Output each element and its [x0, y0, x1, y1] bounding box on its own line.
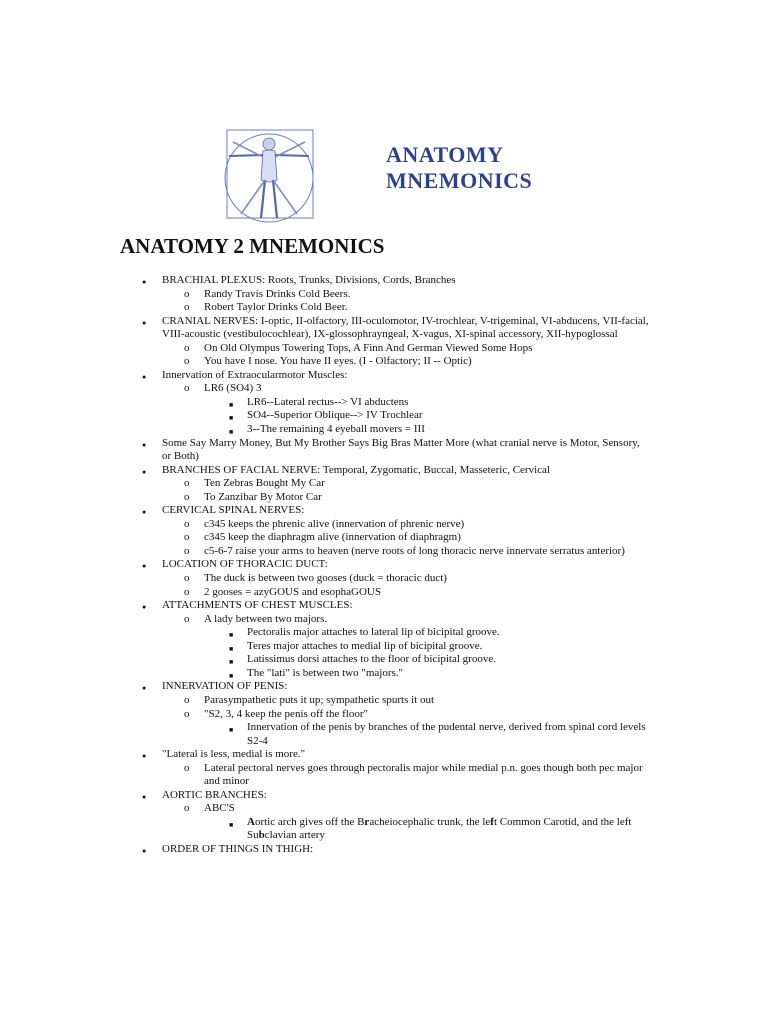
list-item-level-2 [0, 572, 768, 586]
bullet-marker: o [184, 341, 190, 354]
bullet-marker: o [184, 531, 190, 544]
bullet-marker: ■ [229, 414, 234, 423]
list-item-level-1 [0, 464, 768, 478]
list-item-text: c345 keeps the phrenic alive (innervation of phrenic nerve) [204, 517, 465, 530]
list-item-text: 3--The remaining 4 eyeball movers = III [247, 423, 425, 436]
list-item-level-3 [0, 396, 768, 410]
list-item-text: Ten Zebras Bought My Car [204, 477, 325, 490]
list-item-text: CERVICAL SPINAL NERVES: [162, 504, 305, 517]
list-item-level-1 [0, 680, 768, 694]
bullet-marker: o [184, 585, 190, 598]
list-item-text: ORDER OF THINGS IN THIGH: [162, 842, 314, 855]
bullet-marker: o [184, 612, 190, 625]
list-item-level-2 [0, 342, 768, 356]
list-item-level-2 [0, 613, 768, 627]
list-item-level-1 [0, 748, 768, 762]
bullet-marker: ● [142, 372, 147, 381]
list-item-text: c345 keep the diaphragm alive (innervation of diaphragm) [204, 531, 461, 544]
list-item-text: The "lati" is between two "majors." [247, 666, 404, 679]
list-item-text: c5-6-7 raise your arms to heaven (nerve roots of long thoracic nerve innervate serratus anterior) [204, 544, 625, 557]
bullet-marker: o [184, 572, 190, 585]
list-item-level-3 [0, 409, 768, 423]
bullet-marker: ● [142, 846, 147, 855]
list-item-level-2 [0, 545, 768, 559]
list-item-text: Parasympathetic puts it up; sympathetic spurts it out [204, 693, 435, 706]
list-item-level-2 [0, 762, 768, 789]
list-item-level-1 [0, 504, 768, 518]
list-item-level-1 [0, 558, 768, 572]
list-item-text: Aortic arch gives off the Bracheiocephalic trunk, the left Common Carotid, and the left Subclavian artery [247, 815, 632, 842]
list-item-level-3 [0, 667, 768, 681]
list-item-level-2 [0, 382, 768, 396]
list-item-text: "Lateral is less, medial is more." [162, 748, 306, 761]
bullet-marker: ■ [229, 671, 234, 680]
list-item-text: AORTIC BRANCHES: [162, 788, 267, 801]
list-item-level-1 [0, 599, 768, 613]
bullet-marker: ● [142, 603, 147, 612]
list-item-text: BRACHIAL PLEXUS: Roots, Trunks, Divisions, Cords, Branches [162, 274, 456, 286]
list-item-level-2 [0, 288, 768, 302]
list-item-text: The duck is between two gooses (duck = thoracic duct) [204, 572, 447, 585]
bullet-marker: o [184, 287, 190, 300]
list-item-text: INNERVATION OF PENIS: [162, 680, 288, 693]
list-item-level-3 [0, 653, 768, 667]
list-item-level-2 [0, 586, 768, 600]
bullet-marker: o [184, 301, 190, 314]
list-item-text: BRANCHES OF FACIAL NERVE: Temporal, Zygomatic, Buccal, Masseteric, Cervical [162, 463, 550, 476]
list-item-level-2 [0, 708, 768, 722]
mnemonic-list [0, 274, 768, 857]
bullet-marker: o [184, 490, 190, 503]
bullet-marker: ■ [229, 428, 234, 437]
list-item-text: Innervation of Extraocularmotor Muscles: [162, 368, 348, 381]
list-item-text: LR6--Lateral rectus--> VI abductens [247, 395, 409, 408]
bullet-marker: ■ [229, 726, 234, 735]
list-item-level-1 [0, 437, 768, 464]
list-item-level-2 [0, 694, 768, 708]
list-item-text: A lady between two majors. [204, 612, 328, 625]
list-item-text: Teres major attaches to medial lip of bicipital groove. [247, 639, 483, 652]
list-item-text: Robert Taylor Drinks Cold Beer. [204, 301, 348, 314]
bullet-marker: o [184, 544, 190, 557]
bullet-marker: o [184, 761, 190, 774]
list-item-text: ABC'S [204, 802, 235, 815]
list-item-text: ATTACHMENTS OF CHEST MUSCLES: [162, 599, 353, 612]
list-item-text: 2 gooses = azyGOUS and esophaGOUS [204, 585, 381, 598]
vitruvian-man-logo [211, 128, 323, 224]
document-title: ANATOMY 2 MNEMONICS [120, 234, 385, 258]
list-item-text: Some Say Marry Money, But My Brother Says Big Bras Matter More (what cranial nerve is Motor, Sensory, or Both) [162, 436, 640, 463]
bullet-marker: ■ [229, 631, 234, 640]
list-item-level-3 [0, 423, 768, 437]
list-item-text: LR6 (SO4) 3 [204, 382, 262, 395]
banner-title [386, 142, 532, 194]
bullet-marker: ■ [229, 820, 234, 829]
bullet-marker: ● [142, 467, 147, 476]
list-item-text: On Old Olympus Towering Tops, A Finn And German Viewed Some Hops [204, 341, 533, 354]
bullet-marker: ● [142, 562, 147, 571]
list-item-level-1 [0, 274, 768, 288]
list-item-level-2 [0, 491, 768, 505]
bullet-marker: ● [142, 440, 147, 449]
list-item-text: LOCATION OF THORACIC DUCT: [162, 558, 328, 571]
list-item-level-1 [0, 789, 768, 803]
bullet-marker: o [184, 355, 190, 368]
list-item-level-2 [0, 477, 768, 491]
list-item-level-3 [0, 816, 768, 843]
bullet-marker: o [184, 517, 190, 530]
list-item-text: You have I nose. You have II eyes. (I - Olfactory; II -- Optic) [204, 355, 472, 368]
list-item-text: To Zanzibar By Motor Car [204, 490, 322, 503]
bullet-marker: ● [142, 318, 147, 327]
banner-line-2: MNEMONICS [386, 168, 533, 193]
bullet-marker: ● [142, 684, 147, 693]
bullet-marker: ● [142, 792, 147, 801]
bullet-marker: o [184, 382, 190, 395]
list-item-level-1 [0, 369, 768, 383]
bullet-marker: ■ [229, 644, 234, 653]
list-item-text: SO4--Superior Oblique--> IV Trochlear [247, 409, 423, 422]
list-item-text: Randy Travis Drinks Cold Beers. [204, 287, 351, 300]
list-item-level-1 [0, 843, 768, 857]
bullet-marker: ■ [229, 400, 234, 409]
list-item-text: CRANIAL NERVES: I-optic, II-olfactory, III-oculomotor, IV-trochlear, V-trigeminal, VI-abducens, VII-facial, VIII-acoustic (vestibulocochlear), IX-glossophrayngeal, X-vagus, XI-spinal accessory, XII-hypoglossal [162, 314, 649, 341]
bullet-marker: ● [142, 278, 147, 286]
list-item-level-3 [0, 721, 768, 748]
banner-line-1: ANATOMY [386, 142, 504, 167]
bullet-marker: o [184, 707, 190, 720]
list-item-level-2 [0, 802, 768, 816]
list-item-level-2 [0, 531, 768, 545]
list-item-text: Latissimus dorsi attaches to the floor of bicipital groove. [247, 653, 496, 666]
list-item-text: Pectoralis major attaches to lateral lip of bicipital groove. [247, 626, 500, 639]
bullet-marker: o [184, 477, 190, 490]
list-item-level-3 [0, 626, 768, 640]
bullet-marker: ■ [229, 658, 234, 667]
list-item-text: Lateral pectoral nerves goes through pectoralis major while medial p.n. goes though both pec major and minor [204, 761, 643, 788]
bullet-marker: ● [142, 752, 147, 761]
bullet-marker: o [184, 693, 190, 706]
bullet-marker: ● [142, 508, 147, 517]
list-item-level-2 [0, 518, 768, 532]
list-item-level-3 [0, 640, 768, 654]
list-item-text: Innervation of the penis by branches of the pudental nerve, derived from spinal cord levels S2-4 [247, 721, 646, 747]
list-item-text: "S2, 3, 4 keep the penis off the floor" [204, 707, 368, 720]
list-item-level-2 [0, 355, 768, 369]
bullet-marker: o [184, 802, 190, 815]
list-item-level-2 [0, 301, 768, 315]
list-item-level-1 [0, 315, 768, 342]
